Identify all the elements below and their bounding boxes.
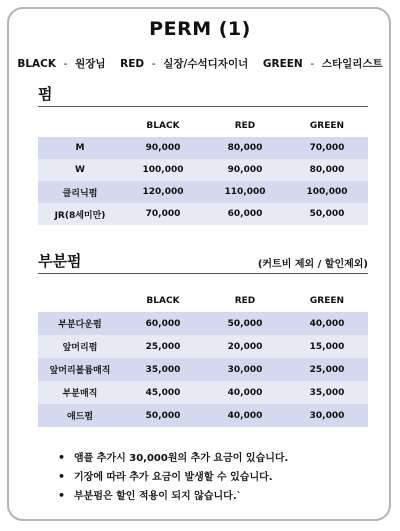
table-row	[38, 335, 368, 358]
legend-black-name: BLACK	[17, 58, 56, 70]
legend-separator: -	[151, 58, 156, 70]
price-red: 30,000	[204, 358, 286, 381]
legend-green-role: 스타일리스트	[321, 58, 383, 70]
perm-section-header	[38, 84, 368, 107]
page-title: PERM (1)	[149, 18, 251, 40]
bullet-icon: •	[58, 489, 66, 502]
service-name: 앞머리볼륨매직	[38, 358, 122, 381]
partial-section-header	[38, 251, 368, 274]
stylist-legend	[0, 56, 400, 71]
legend-green-name: GREEN	[262, 58, 303, 70]
price-green: 70,000	[286, 137, 368, 159]
column-header-black: BLACK	[122, 115, 204, 137]
legend-separator: -	[63, 58, 68, 70]
column-header-green: GREEN	[286, 289, 368, 312]
service-name: 부분다운펌	[38, 312, 122, 335]
table-row	[38, 404, 368, 427]
price-green: 30,000	[286, 404, 368, 427]
column-header-black: BLACK	[122, 289, 204, 312]
note-text: 기장에 따라 추가 요금이 발생할 수 있습니다.	[74, 472, 273, 483]
table-row	[38, 137, 368, 159]
price-red: 40,000	[204, 404, 286, 427]
table-row	[38, 381, 368, 404]
price-green: 15,000	[286, 335, 368, 358]
legend-black-role: 원장님	[75, 58, 106, 70]
perm-section-title: 펌	[38, 85, 53, 103]
partial-section-note: (커트비 제외 / 할인제외)	[257, 259, 368, 270]
price-red: 80,000	[204, 137, 286, 159]
price-black: 25,000	[122, 335, 204, 358]
service-name: 부분매직	[38, 381, 122, 404]
price-black: 90,000	[122, 137, 204, 159]
price-red: 20,000	[204, 335, 286, 358]
column-header	[38, 115, 122, 137]
column-header	[38, 289, 122, 312]
table-row	[38, 159, 368, 181]
service-name: 애드펌	[38, 404, 122, 427]
partial-price-table	[38, 289, 368, 427]
column-header-red: RED	[204, 115, 286, 137]
price-green: 100,000	[286, 181, 368, 203]
price-black: 50,000	[122, 404, 204, 427]
list-item	[58, 467, 378, 486]
legend-separator: -	[310, 58, 315, 70]
price-black: 100,000	[122, 159, 204, 181]
note-text: 앰플 추가시 30,000원의 추가 요금이 있습니다.	[74, 453, 289, 464]
service-name: 클리닉펌	[38, 181, 122, 203]
table-row	[38, 203, 368, 225]
price-black: 35,000	[122, 358, 204, 381]
service-name: W	[38, 159, 122, 181]
service-name: 앞머리펌	[38, 335, 122, 358]
price-green: 80,000	[286, 159, 368, 181]
notes-list	[58, 448, 378, 505]
price-red: 40,000	[204, 381, 286, 404]
column-header-red: RED	[204, 289, 286, 312]
price-green: 50,000	[286, 203, 368, 225]
legend-red-role: 실장/수석디자이너	[163, 58, 249, 70]
perm-price-table	[38, 115, 368, 225]
table-header-row	[38, 289, 368, 312]
price-red: 110,000	[204, 181, 286, 203]
list-item	[58, 486, 378, 505]
price-black: 45,000	[122, 381, 204, 404]
price-black: 60,000	[122, 312, 204, 335]
price-green: 25,000	[286, 358, 368, 381]
list-item	[58, 448, 378, 467]
bullet-icon: •	[58, 451, 66, 464]
table-row	[38, 312, 368, 335]
bullet-icon: •	[58, 470, 66, 483]
price-black: 70,000	[122, 203, 204, 225]
price-red: 50,000	[204, 312, 286, 335]
price-red: 60,000	[204, 203, 286, 225]
price-green: 40,000	[286, 312, 368, 335]
table-header-row	[38, 115, 368, 137]
legend-red-name: RED	[120, 58, 145, 70]
column-header-green: GREEN	[286, 115, 368, 137]
price-green: 35,000	[286, 381, 368, 404]
partial-section-title: 부분펌	[38, 252, 82, 270]
price-black: 120,000	[122, 181, 204, 203]
table-row	[38, 358, 368, 381]
note-text: 부분펌은 할인 적용이 되지 않습니다.`	[74, 491, 242, 502]
table-row	[38, 181, 368, 203]
price-red: 90,000	[204, 159, 286, 181]
service-name: M	[38, 137, 122, 159]
service-name: JR(8세미만)	[38, 203, 122, 225]
